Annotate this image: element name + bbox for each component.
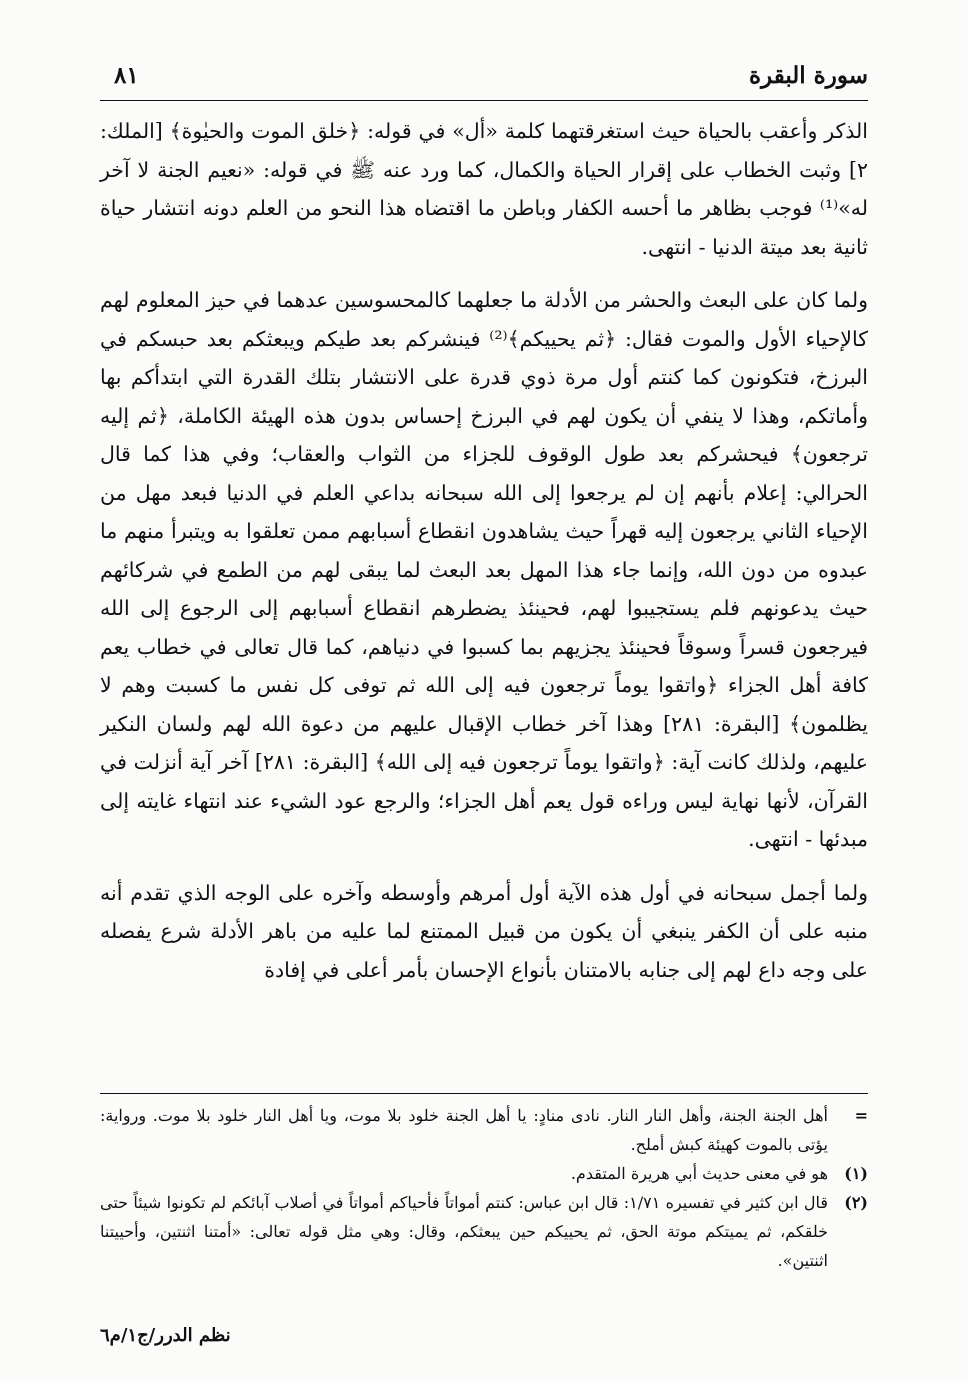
footnote-marker: (١): [844, 1164, 868, 1183]
page-number: ٨١: [114, 62, 139, 89]
paragraph: ولما كان على البعث والحشر من الأدلة ما جعلهما كالمحسوسين عدهما في حيز المعلوم لهم كالإحياء الأول والموت فقال: ﴿ثم يحييكم﴾⁽²⁾ فينشركم بعد طيكم ويبعثكم بعد حبسكم في البرزخ، فتكونون كما كنتم أول مرة ذوي قدرة على الانتشار بتلك القدرة التي ابتدأكم بها وأماتكم، وهذا لا ينفي أن يكون لهم في البرزخ إحساس بدون هذه الهيئة الكاملة، ﴿ثم إليه ترجعون﴾ فيحشركم بعد طول الوقوف للجزاء من الثواب والعقاب؛ وفي هذا كما قال الحرالي: إعلام بأنهم إن لم يرجعوا إلى الله سبحانه بداعي العلم في الدنيا فبعد مهل من الإحياء الثاني يرجعون إليه قهراً حيث يشاهدون انقطاع أسبابهم ممن تعلقوا به ويتبرأ منهم ما عبدوه من دون الله، وإنما جاء هذا المهل بعد البعث لما يبقى لهم من الطمع في شركائهم حيث يدعونهم فلم يستجيبوا لهم، فحينئذ يضطرهم انقطاع أسبابهم إلى الرجوع إلى الله فيرجعون قسراً وسوقاً فحينئذ يجزيهم بما كسبوا في دنياهم، كما قال تعالى في خطاب يعم كافة أهل الجزاء ﴿واتقوا يوماً ترجعون فيه إلى الله ثم توفى كل نفس ما كسبت وهم لا يظلمون﴾ [البقرة: ٢٨١] وهذا آخر خطاب الإقبال عليهم من دعوة الله لهم ولسان النكير عليهم، ولذلك كانت آية: ﴿واتقوا يوماً ترجعون فيه إلى الله﴾ [البقرة: ٢٨١] آخر آية أنزلت في القرآن، لأنها نهاية ليس وراءه قول يعم أهل الجزاء؛ والرجع عود الشيء عند انتهاء غايته إلى مبدئها - انتهى.: [100, 288, 869, 851]
footnote-text: قال ابن كثير في تفسيره ١/٧١: قال ابن عباس: كنتم أمواتاً فأحياكم أمواتاً في أصلاب آبائكم لم تكونوا شيئاً حتى خلقكم، ثم يميتكم موتة الحق، ثم يحييكم حين يبعثكم، وقال: وهي مثل قوله تعالى: «أمتنا اثنتين، وأحييتنا اثنتين».: [100, 1193, 828, 1270]
footnote-text: هو في معنى حديث أبي هريرة المتقدم.: [570, 1164, 828, 1183]
footnote-item: [100, 1188, 868, 1275]
paragraph: ولما أجمل سبحانه في أول هذه الآية أول أمرهم وأوسطه وآخره على الوجه الذي تقدم أنه منبه على أن الكفر ينبغي أن يكون من قبيل الممتنع لما عليه من باهر الأدلة شرع يفصله على وجه داع لهم إلى جنابه بالامتنان بأنواع الإحسان بأمر أعلى في إفادة: [100, 880, 868, 982]
main-text: [100, 112, 868, 989]
footnote-continuation-mark: =: [854, 1106, 868, 1125]
page-signature: نظم الدرر/ج١/م٦: [100, 1325, 231, 1346]
footnote-item: [100, 1159, 868, 1188]
paragraph: الذكر وأعقب بالحياة حيث استغرقتهما كلمة «أل» في قوله: ﴿خلق الموت والحيٰوة﴾ [الملك: ٢] وثبت الخطاب على إقرار الحياة والكمال، كما ورد عنه ﷺ في قوله: «نعيم الجنة لا آخر له»⁽¹⁾ فوجب بظاهر ما أحسه الكفار وباطن ما اقتضاه هذا النحو من العلم دونه انتشار حياة ثانية بعد ميتة الدنيا - انتهى.: [100, 119, 868, 259]
footnote-divider: [100, 1093, 868, 1094]
footnotes: [100, 1101, 868, 1275]
surah-title: سورة البقرة: [748, 62, 868, 89]
page-header: [100, 60, 868, 101]
footnote-marker: (٢): [844, 1193, 868, 1212]
footnote-continuation: [100, 1101, 868, 1159]
footnote-text: أهل الجنة الجنة، وأهل النار النار. نادى منادٍ: يا أهل الجنة خلود بلا موت، ويا أهل النار خلود بلا موت. ورواية: يؤتى بالموت كهيئة كبش أملح.: [100, 1106, 828, 1154]
